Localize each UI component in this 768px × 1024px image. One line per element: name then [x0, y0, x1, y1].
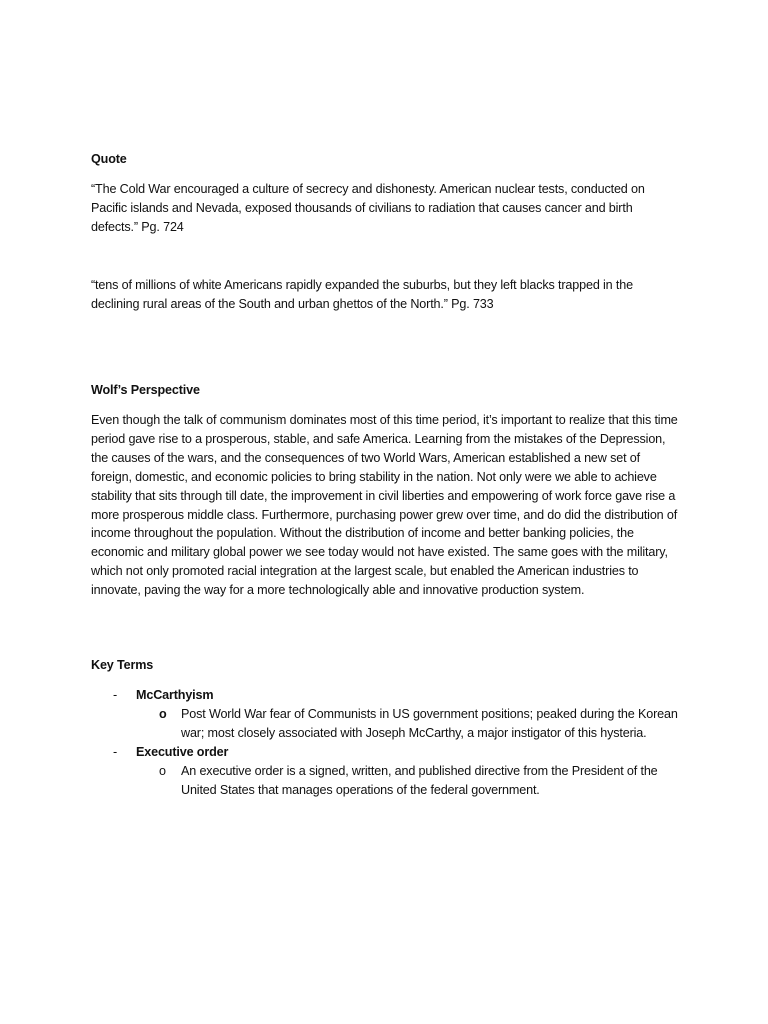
definition-row-executive-order	[91, 762, 681, 800]
definition-row-mccarthyism	[91, 705, 681, 743]
term-mccarthyism: McCarthyism	[136, 688, 214, 702]
bullet-marker: o	[159, 707, 167, 721]
term-row-mccarthyism	[91, 686, 681, 705]
perspective-heading: Wolf’s Perspective	[91, 383, 200, 397]
key-terms-heading: Key Terms	[91, 658, 154, 672]
quote-heading: Quote	[91, 152, 127, 166]
term-executive-order: Executive order	[136, 745, 229, 759]
term-row-executive-order	[91, 743, 681, 762]
definition-mccarthyism: Post World War fear of Communists in US government positions; peaked during the Korean war; most closely associated with Joseph McCarthy, a major instigator of this hysteria.	[181, 707, 678, 740]
bullet-marker: o	[159, 764, 166, 778]
dash-marker: -	[113, 745, 118, 759]
quote-paragraph-2: “tens of millions of white Americans rapidly expanded the suburbs, but they left blacks trapped in the declining rural areas of the South and urban ghettos of the North.” Pg. 733	[91, 278, 633, 311]
key-terms-list	[91, 686, 681, 800]
perspective-paragraph: Even though the talk of communism dominates most of this time period, it’s important to realize that this time period gave rise to a prosperous, stable, and safe America. Learning from the mistakes of the Depression, the causes of the wars, and the consequences of two World Wars, American established a new set of foreign, domestic, and economic policies to bring stability in the nation. Not only were we able to achieve stability that sits through till date, the improvement in civil liberties and empowering of work force gave rise a more prosperous middle class. Furthermore, purchasing power grew over time, and do did the distribution of income throughout the population. Without the distribution of income and better banking policies, the economic and military global power we see today would not have existed. The same goes with the military, which not only promoted racial integration at the largest scale, but enabled the American industries to innovate, paving the way for a more technologically able and innovative production system.	[91, 413, 678, 598]
dash-marker: -	[113, 688, 118, 702]
definition-executive-order: An executive order is a signed, written, and published directive from the President of the United States that manages operations of the federal government.	[181, 764, 658, 797]
quote-paragraph-1: “The Cold War encouraged a culture of secrecy and dishonesty. American nuclear tests, conducted on Pacific islands and Nevada, exposed thousands of civilians to radiation that causes cancer and birth defects.” Pg. 724	[91, 182, 645, 234]
